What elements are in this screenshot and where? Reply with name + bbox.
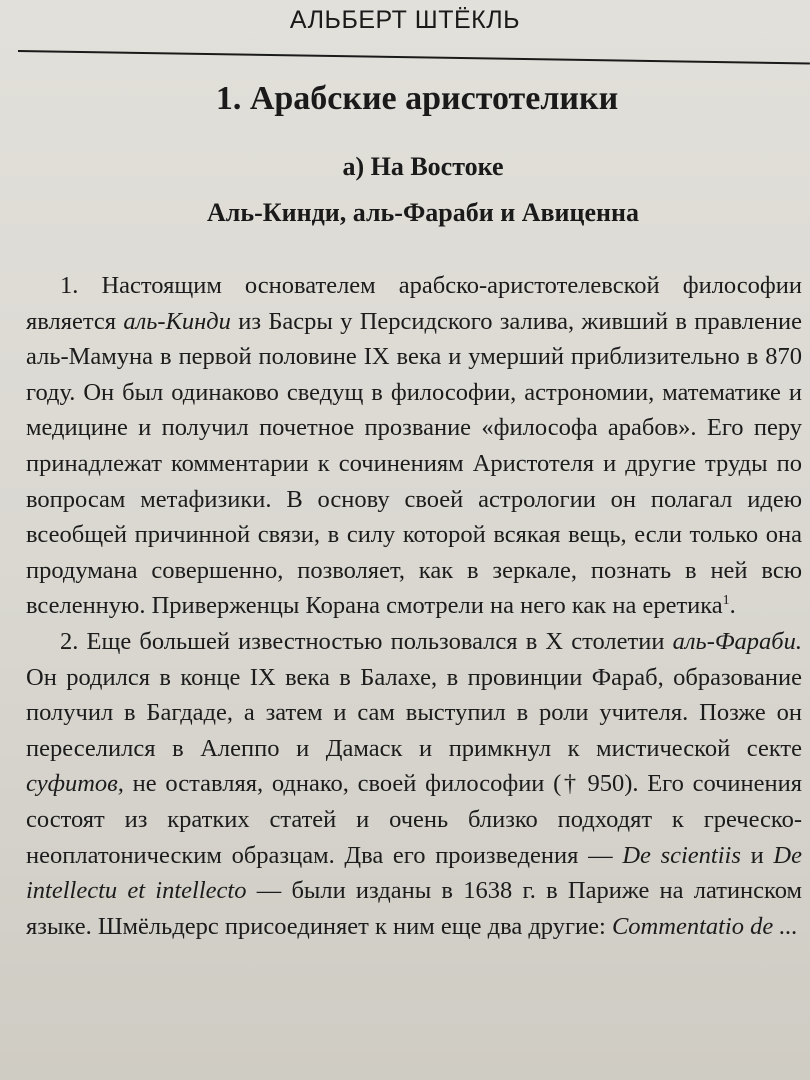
paragraph-2-text-d: и (740, 841, 774, 869)
paragraph-1 (26, 268, 802, 624)
header-rule (18, 50, 810, 64)
paragraph-2-title-de-intellectu: De intellectu et intellecto (26, 841, 802, 905)
section-heading: 1. Арабские аристотелики (215, 80, 619, 117)
paragraph-1-text-b: из Басры у Персидского залива, живший в правление аль-Мамуна в первой половине IX века и умерший приблизительно в 870 году. Он был одинаково сведущ в философии, астрономии, математике и медицине и получил почетное прозвание «философа арабов». Его перу принадлежат комментарии к сочинениям Аристотеля и другие труды по вопросам метафизики. В основу своей астрологии он полагал идею всеобщей причинной связи, в силу которой всякая вещь, если только она продумана совершенно, позволяет, как в зеркале, познать в ней всю вселенную. Приверженцы Корана смотрели на него как на еретика (26, 307, 802, 620)
paragraph-2-text-b: Он родился в конце IX века в Балахе, в провинции Фараб, образование получил в Багдаде, а затем и сам выступил в роли учителя. Позже он переселился в Алеппо и Дамаск и примкнул к мистической секте (26, 663, 802, 762)
paragraph-2 (26, 624, 802, 944)
paragraph-1-text-c: . (729, 592, 736, 620)
paragraph-2-text-c: не оставляя, однако, своей философии († 950). Его сочинения состоят из кратких статей и очень близко подходят к греческо-неоплатоническим образцам. Два его произведения — (26, 770, 802, 869)
paragraph-2-title-commentatio: Commentatio de ... (611, 912, 798, 940)
paragraph-1-text-a: 1. Настоящим основателем арабско-аристотелевской философии является (26, 272, 802, 335)
subsection-heading: а) На Востоке (342, 152, 504, 181)
paragraph-2-name-al-farabi: аль-Фараби. (672, 627, 802, 655)
body-text (26, 268, 802, 944)
paragraph-1-name-al-kindi: аль-Кинди (123, 307, 231, 335)
names-heading: Аль-Кинди, аль-Фараби и Авиценна (207, 198, 639, 227)
footnote-marker: 1 (722, 593, 730, 609)
paragraph-2-title-de-scientiis: De scientiis (622, 841, 741, 869)
page-bottom-shadow (0, 1040, 810, 1080)
running-head: АЛЬБЕРТ ШТЁКЛЬ (289, 6, 521, 34)
paragraph-2-text-e: — были изданы в 1638 г. в Париже на латинском языке. Шмёльдерс присоединяет к ним еще два другие: (26, 877, 802, 940)
paragraph-2-sufis: суфитов, (26, 770, 124, 798)
paragraph-2-text-a: 2. Еще большей известностью пользовался в X столетии (60, 627, 673, 655)
